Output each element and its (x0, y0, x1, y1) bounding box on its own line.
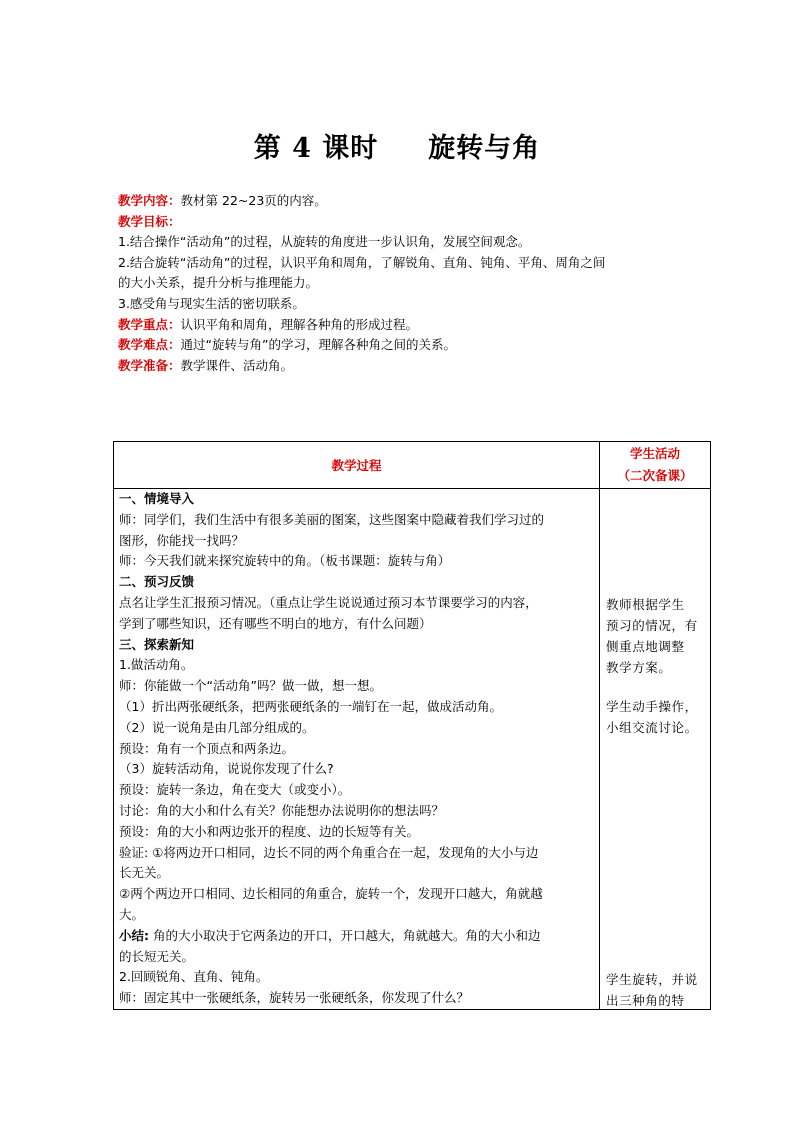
process-line: 预设：角有一个顶点和两条边。 (119, 740, 295, 756)
lesson-intro (118, 191, 718, 376)
process-line: 的长短无关。 (119, 948, 195, 964)
second-prep-title: （二次备课） (617, 468, 693, 483)
intro-text: 3.感受角与现实生活的密切联系。 (118, 295, 305, 311)
student-activity-note (606, 594, 705, 678)
intro-label: 教学准备： (118, 357, 181, 373)
process-line: 小结: 角的大小取决于它两条边的开口，开口越大，角就越大。角的大小和边 (119, 927, 541, 943)
student-activity-header (600, 442, 711, 489)
intro-text: 1.结合操作“活动角”的过程，从旋转的角度进一步认识角，发展空间观念。 (118, 234, 531, 250)
process-line: 验证: ①将两边开口相同，边长不同的两个角重合在一起，发现角的大小与边 (119, 844, 539, 860)
process-line: 师：今天我们就来探究旋转中的角。（板书课题：旋转与角） (119, 553, 451, 569)
intro-line (118, 253, 718, 274)
intro-text: 通过“旋转与角”的学习，理解各种角之间的关系。 (180, 337, 456, 353)
intro-line (118, 335, 718, 356)
intro-line (118, 232, 718, 253)
process-line: 长无关。 (119, 865, 170, 881)
note-line: 预习的情况，有 (606, 618, 698, 633)
intro-label: 教学内容： (118, 193, 181, 208)
intro-label: 教学目标： (118, 213, 181, 229)
intro-line (118, 356, 718, 377)
process-line: 一、情境导入 (119, 491, 195, 506)
intro-text: 教材第 22~23页的内容。 (180, 193, 327, 208)
note-line: 出三种角的特 (606, 993, 685, 1008)
process-line: 预设：角的大小和两边张开的程度、边的长短等有关。 (119, 823, 420, 839)
process-line: 图形，你能找一找吗？ (119, 532, 245, 548)
process-line: 师：同学们，我们生活中有很多美丽的图案，这些图案中隐藏着我们学习过的 (119, 511, 545, 527)
note-line: 教师根据学生 (606, 597, 685, 612)
process-line: 三、探索新知 (119, 636, 195, 652)
process-line: 大。 (119, 906, 145, 922)
student-activity-note (606, 969, 705, 1011)
student-activity-notes (600, 489, 711, 1010)
student-activity-note (606, 696, 705, 738)
process-line: 2.回顾锐角、直角、钝角。 (119, 969, 269, 985)
intro-label: 教学重点： (118, 316, 181, 332)
process-line: 预设：旋转一条边，角在变大（或变小）。 (119, 782, 351, 798)
process-line: （1）折出两张硬纸条，把两张硬纸条的一端钉在一起，做成活动角。 (119, 698, 502, 714)
process-line: （2）说一说角是由几部分组成的。 (119, 719, 315, 735)
process-header: 教学过程 (331, 458, 382, 473)
process-line: 点名让学生汇报预习情况。（重点让学生说说通过预习本节课要学习的内容， (119, 594, 538, 610)
note-line: 学生动手操作， (606, 699, 698, 714)
process-line: 二、预习反馈 (119, 574, 195, 590)
process-line: 师：你能做一个“活动角”吗？做一做，想一想。 (119, 678, 382, 694)
lesson-number: 第 4 课时 (253, 133, 379, 164)
process-line: 师：固定其中一张硬纸条，旋转另一张硬纸条，你发现了什么？ (119, 990, 470, 1006)
intro-line (118, 273, 718, 294)
note-line: 学生旋转，并说 (606, 972, 698, 987)
intro-line (118, 191, 718, 212)
note-line: 教学方案。 (606, 660, 672, 675)
process-line: （3）旋转活动角，说说你发现了什么? (119, 761, 334, 777)
process-line: 讨论：角的大小和什么有关？你能想办法说明你的想法吗？ (119, 802, 445, 818)
process-line: 1.做活动角。 (119, 657, 194, 673)
teaching-process-table (113, 441, 711, 1010)
intro-text: 2.结合旋转“活动角”的过程，认识平角和周角，了解锐角、直角、钝角、平角、周角之间 (118, 254, 606, 270)
lesson-title (0, 126, 794, 165)
intro-line (118, 212, 718, 233)
intro-text: 教学课件、活动角。 (180, 357, 294, 373)
intro-label: 教学难点： (118, 337, 181, 353)
intro-text: 的大小关系，提升分析与推理能力。 (118, 275, 319, 291)
lesson-topic: 旋转与角 (428, 133, 541, 164)
student-activity-title: 学生活动 (629, 446, 680, 461)
process-header-cell (114, 442, 600, 489)
intro-line (118, 315, 718, 336)
process-line: ②两个两边开口相同、边长相同的角重合，旋转一个，发现开口越大，角就越 (119, 886, 543, 902)
process-line: 学到了哪些知识，还有哪些不明白的地方，有什么问题） (119, 615, 432, 631)
note-line: 小组交流讨论。 (606, 720, 698, 735)
intro-line (118, 294, 718, 315)
note-line: 侧重点地调整 (606, 639, 685, 654)
intro-text: 认识平角和周角，理解各种角的形成过程。 (180, 316, 419, 332)
process-content (114, 489, 600, 1010)
